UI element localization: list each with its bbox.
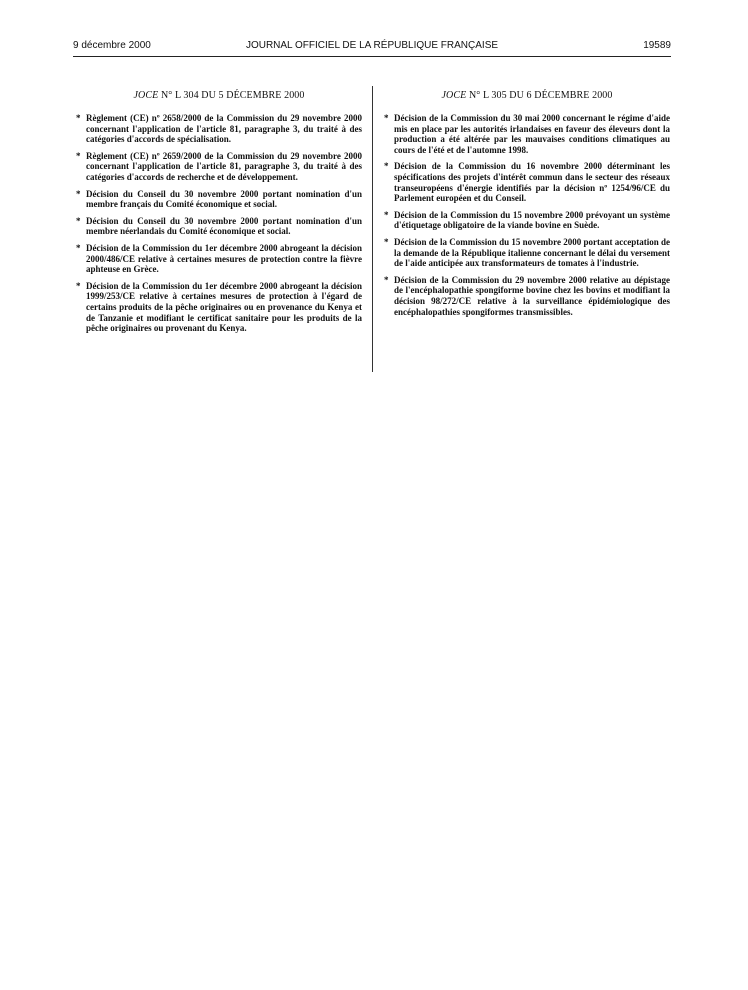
entry-text: Règlement (CE) nº 2659/2000 de la Commission du 29 novembre 2000 concernant l'application de l'article 81, paragraphe 3, du traité à des catégories d'accords de recherche et de développement. — [86, 150, 362, 182]
entry-text: Décision de la Commission du 30 mai 2000 concernant le régime d'aide mis en place par les autorités irlandaises en faveur des éleveurs dont la production a été altérée par les mauvaises conditions climatiques au cours de l'été et de l'automne 1998. — [394, 113, 670, 155]
bullet-marker: * — [384, 236, 389, 247]
list-item — [76, 216, 362, 237]
entry-text: Décision du Conseil du 30 novembre 2000 portant nomination d'un membre français du Comité économique et social. — [86, 188, 362, 210]
list-item — [384, 210, 670, 231]
entry-text: Règlement (CE) nº 2658/2000 de la Commission du 29 novembre 2000 concernant l'application de l'article 81, paragraphe 3, du traité à des catégories d'accords de spécialisation. — [86, 113, 362, 145]
list-item — [76, 113, 362, 145]
list-item — [384, 275, 670, 317]
page-header — [73, 40, 671, 54]
list-item — [76, 281, 362, 334]
entry-list — [384, 113, 670, 317]
bullet-marker: * — [384, 113, 389, 123]
bullet-marker: * — [76, 188, 81, 199]
column-title-joce: JOCE — [133, 90, 159, 101]
header-date: 9 décembre 2000 — [73, 40, 151, 51]
entry-text: Décision de la Commission du 15 novembre 2000 portant acceptation de la demande de la République italienne concernant le délai du versement de l'aide anticipée aux transformateurs de tomates à l'industrie. — [394, 236, 670, 269]
list-item — [76, 189, 362, 210]
list-item — [384, 237, 670, 269]
bullet-marker: * — [384, 274, 389, 285]
page-number: 19589 — [643, 40, 671, 51]
column-joce-l304 — [76, 90, 362, 340]
list-item — [76, 151, 362, 183]
entry-text: Décision de la Commission du 16 novembre 2000 déterminant les spécifications des projets d'intérêt commun dans le secteur des réseaux transeuropéens d'énergie identifiés par la décision nº 1254/96/CE du Parlement européen et du Conseil. — [394, 161, 670, 204]
column-title-issue: N° L 304 DU 5 DÉCEMBRE 2000 — [158, 90, 305, 101]
bullet-marker: * — [76, 215, 81, 226]
bullet-marker: * — [76, 150, 81, 161]
column-joce-l305 — [384, 90, 670, 323]
entry-text: Décision de la Commission du 1er décembre 2000 abrogeant la décision 1999/253/CE relative à certaines mesures de protection à l'égard de certains produits de la pêche originaires ou en provenance du Kenya et de Tanzanie et modifiant le certificat sanitaire pour les produits de la pêche originaires ou provenant du Kenya. — [86, 280, 362, 334]
bullet-marker: * — [384, 161, 389, 172]
bullet-marker: * — [76, 280, 81, 291]
entry-list — [76, 113, 362, 334]
journal-title: JOURNAL OFFICIEL DE LA RÉPUBLIQUE FRANÇAISE — [245, 40, 499, 51]
bullet-marker: * — [76, 113, 81, 123]
entry-text: Décision de la Commission du 29 novembre 2000 relative au dépistage de l'encéphalopathie spongiforme bovine chez les bovins et modifiant la décision 98/272/CE relative à la surveillance épidémiologique des encéphalopathies spongiformes transmissibles. — [394, 274, 670, 317]
entry-text: Décision de la Commission du 1er décembre 2000 abrogeant la décision 2000/486/CE relative à certaines mesures de protection contre la fièvre aphteuse en Grèce. — [86, 242, 362, 275]
column-title — [76, 90, 362, 101]
header-rule — [73, 56, 671, 57]
bullet-marker: * — [76, 242, 81, 253]
entry-text: Décision du Conseil du 30 novembre 2000 portant nomination d'un membre néerlandais du Comité économique et social. — [86, 215, 362, 237]
entry-text: Décision de la Commission du 15 novembre 2000 prévoyant un système d'étiquetage obligatoire de la viande bovine en Suède. — [394, 209, 670, 231]
column-divider — [372, 86, 373, 372]
list-item — [384, 161, 670, 203]
list-item — [384, 113, 670, 155]
bullet-marker: * — [384, 209, 389, 220]
column-title-issue: N° L 305 DU 6 DÉCEMBRE 2000 — [466, 90, 613, 101]
list-item — [76, 243, 362, 275]
column-title — [384, 90, 670, 101]
column-title-joce: JOCE — [441, 90, 467, 101]
